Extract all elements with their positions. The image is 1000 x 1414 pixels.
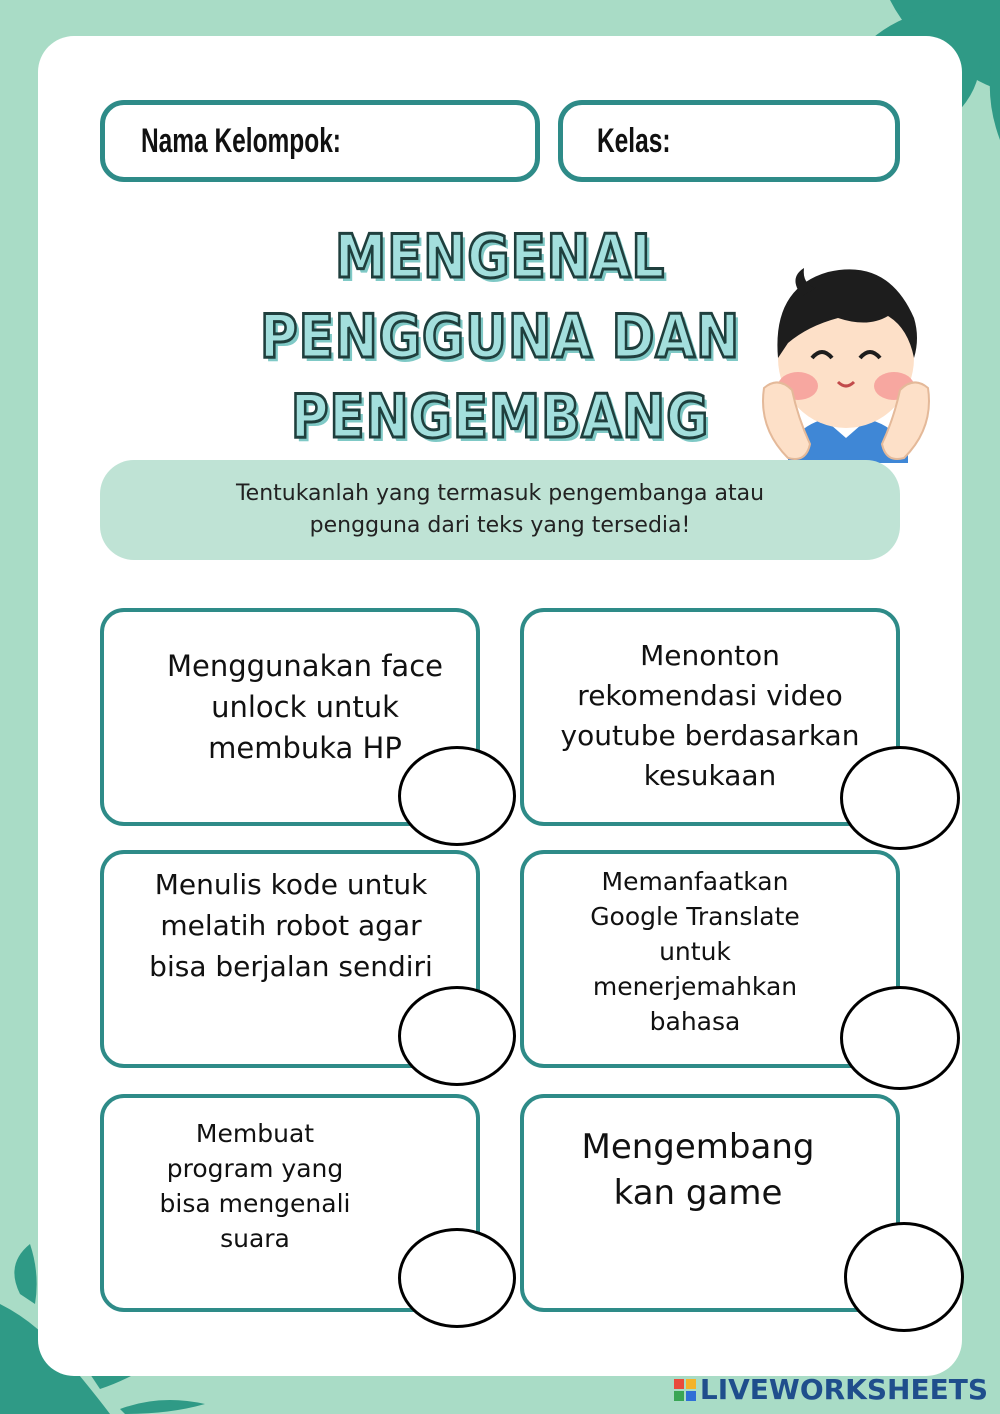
answer-circle-6[interactable] [844,1222,964,1332]
watermark-text: LIVEWORKSHEETS [699,1373,988,1406]
instruction-box [100,460,900,560]
card-text-google-translate: Memanfaatkan Google Translate untuk menerjemahkan bahasa [590,867,800,1036]
card-text-voice-program: Membuat program yang bisa mengenali suara [159,1119,351,1253]
class-label: Kelas: [597,121,671,160]
answer-circle-4[interactable] [840,986,960,1090]
answer-circle-2[interactable] [840,746,960,850]
card-text-youtube-recommendation: Menonton rekomendasi video youtube berdasarkan kesukaan [560,639,860,792]
card-text-robot-code: Menulis kode untuk melatih robot agar bisa berjalan sendiri [149,868,433,983]
page-title-line-2: PENGGUNA DAN [259,302,741,372]
card-text-game-development: Mengembang kan game [581,1127,815,1213]
group-name-field[interactable] [100,100,540,182]
instruction-line-1: Tentukanlah yang termasuk pengembanga atau [235,481,765,506]
answer-circle-1[interactable] [398,746,516,846]
card-text-face-unlock: Menggunakan face unlock untuk membuka HP [166,649,443,765]
answer-circle-3[interactable] [398,986,516,1086]
group-name-label: Nama Kelompok: [141,121,341,160]
page-title-line-3: PENGEMBANG [290,382,710,452]
class-field[interactable] [558,100,900,182]
liveworksheets-watermark [674,1373,988,1406]
smiling-boy-illustration-icon [758,258,934,478]
answer-circle-5[interactable] [398,1228,516,1328]
liveworksheets-logo-icon [674,1379,696,1401]
instruction-line-2: pengguna dari teks yang tersedia! [309,513,691,538]
page-title-line-1: MENGENAL [334,222,666,292]
